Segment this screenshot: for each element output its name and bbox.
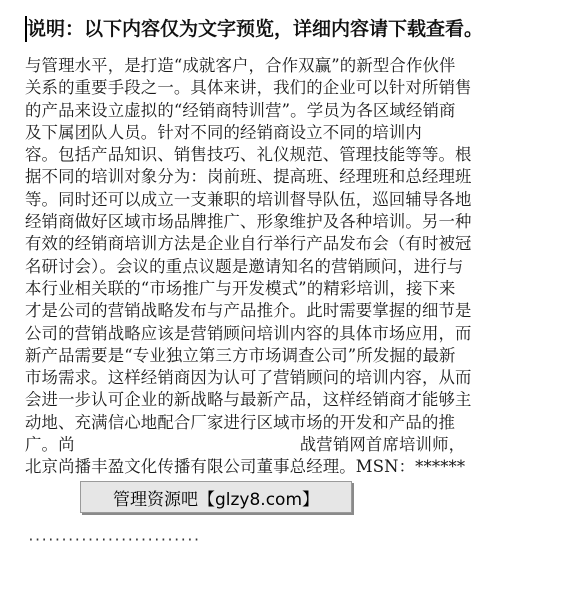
document-body xyxy=(25,55,545,479)
body-line: 关系的重要手段之一。具体来讲，我们的企业可以针对所销售 xyxy=(25,78,472,98)
body-line: 及下属团队人员。针对不同的经销商设立不同的培训内 xyxy=(25,122,422,142)
body-line: 容。包括产品知识、销售技巧、礼仪规范、管理技能等等。根 xyxy=(25,145,472,165)
body-line: 本行业相关联的“市场推广与开发模式”的精彩培训，接下来 xyxy=(25,278,456,298)
body-line: 北京尚播丰盈文化传播有限公司董事总经理。MSN：****** xyxy=(25,457,466,477)
trailing-dots: ·························· xyxy=(27,533,200,548)
body-line: 动地、充满信心地配合厂家进行区域市场的开发和产品的推 xyxy=(25,412,456,432)
body-line: 的产品来设立虚拟的“经销商特训营”。学员为各区域经销商 xyxy=(25,100,456,120)
body-line: 经销商做好区域市场品牌推广、形象维护及各种培训。另一种 xyxy=(25,212,472,232)
body-line: 名研讨会）。会议的重点议题是邀请知名的营销顾问，进行与 xyxy=(25,256,464,276)
body-line: 市场需求。这样经销商因为认可了营销顾问的培训内容，从而 xyxy=(25,368,472,388)
body-line: 广。尚 战营销网首席培训师， xyxy=(25,435,466,455)
watermark-banner: 管理资源吧【glzy8.com】 xyxy=(80,481,352,513)
body-line: 等。同时还可以成立一支兼职的培训督导队伍，巡回辅导各地 xyxy=(25,189,472,209)
body-line: 有效的经销商培训方法是企业自行举行产品发布会（有时被冠 xyxy=(25,234,472,254)
body-line: 新产品需要是“专业独立第三方市场调查公司”所发掘的最新 xyxy=(25,345,456,365)
body-line: 据不同的培训对象分为：岗前班、提高班、经理班和总经理班 xyxy=(25,167,472,187)
preview-notice: 说明：以下内容仅为文字预览，详细内容请下载查看。 xyxy=(27,18,484,40)
body-line: 会进一步认可企业的新战略与最新产品，这样经销商才能够主 xyxy=(25,390,472,410)
body-line: 才是公司的营销战略发布与产品推介。此时需要掌握的细节是 xyxy=(25,301,472,321)
body-line: 公司的营销战略应该是营销顾问培训内容的具体市场应用，而 xyxy=(25,323,472,343)
body-line: 与管理水平，是打造“成就客户，合作双赢”的新型合作伙伴 xyxy=(25,56,456,75)
